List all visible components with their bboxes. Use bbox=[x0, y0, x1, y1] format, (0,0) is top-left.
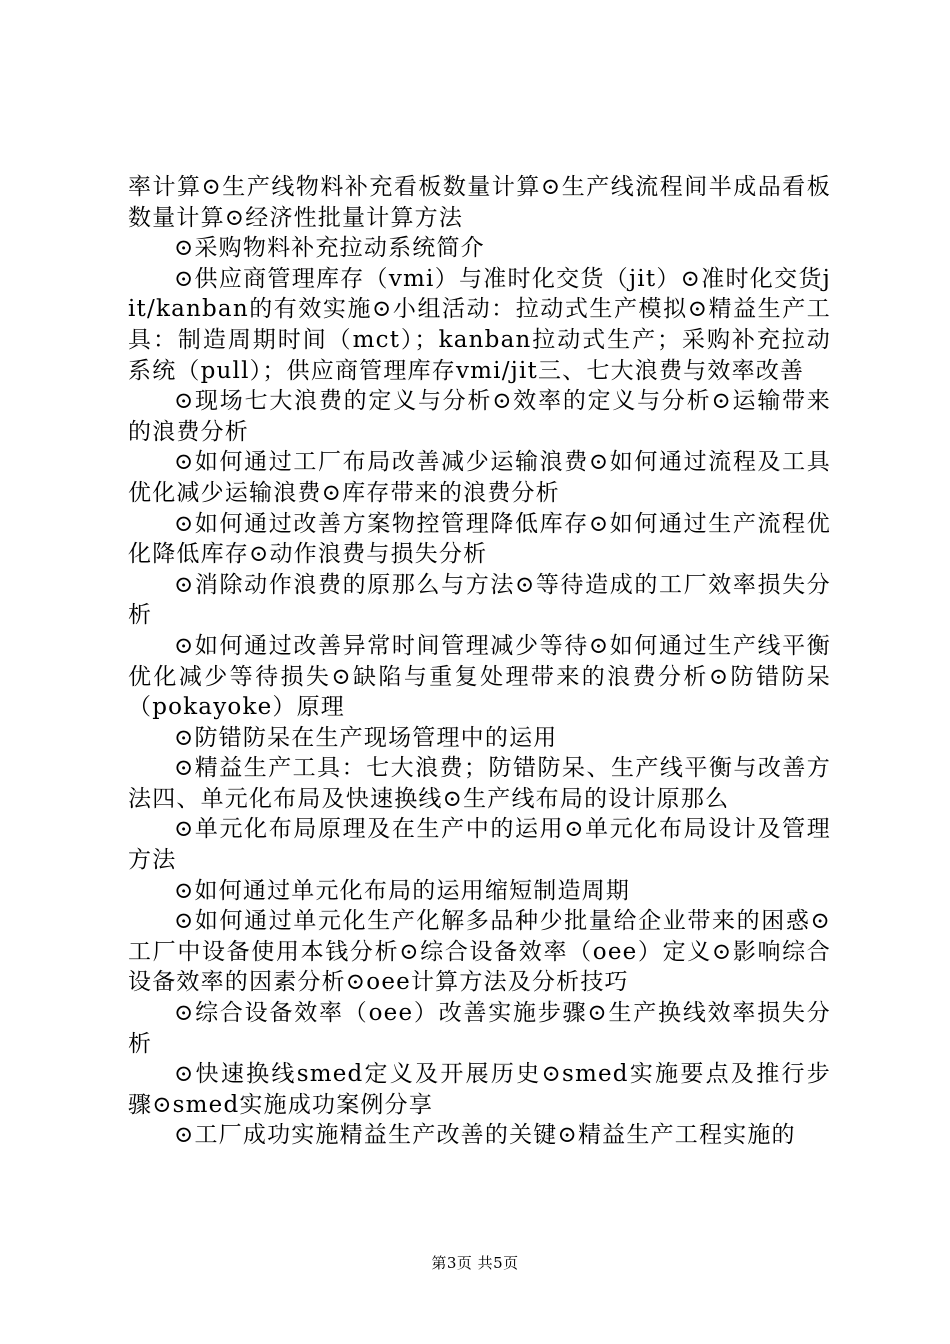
paragraph: ⊙防错防呆在生产现场管理中的运用 bbox=[174, 724, 558, 751]
paragraph: ⊙单元化布局原理及在生产中的运用⊙单元化布局设计及管理方法 bbox=[128, 816, 831, 874]
paragraph: ⊙如何通过改善异常时间管理减少等待⊙如何通过生产线平衡优化减少等待损失⊙缺陷与重复处理带来的浪费分析⊙防错防呆（pokayoke）原理 bbox=[128, 632, 831, 721]
paragraph: ⊙供应商管理库存（vmi）与准时化交货（jit）⊙准时化交货jit/kanban的有效实施⊙小组活动：拉动式生产模拟⊙精益生产工具：制造周期时间（mct）；kanban拉动式生产；采购补充拉动系统（pull）；供应商管理库存vmi/jit三、七大浪费与效率改善 bbox=[128, 265, 831, 384]
paragraph: ⊙现场七大浪费的定义与分析⊙效率的定义与分析⊙运输带来的浪费分析 bbox=[128, 388, 831, 445]
paragraph: 率计算⊙生产线物料补充看板数量计算⊙生产线流程间半成品看板数量计算⊙经济性批量计算方法 bbox=[128, 174, 831, 231]
paragraph: ⊙如何通过单元化布局的运用缩短制造周期 bbox=[174, 877, 631, 904]
paragraph: ⊙如何通过工厂布局改善减少运输浪费⊙如何通过流程及工具优化减少运输浪费⊙库存带来的浪费分析 bbox=[128, 449, 831, 506]
paragraph: ⊙消除动作浪费的原那么与方法⊙等待造成的工厂效率损失分析 bbox=[128, 571, 831, 629]
paragraph: ⊙采购物料补充拉动系统简介 bbox=[174, 235, 485, 262]
paragraph: ⊙工厂成功实施精益生产改善的关键⊙精益生产工程实施的 bbox=[174, 1122, 796, 1149]
page-number-footer: 第3页 共5页 bbox=[431, 1254, 519, 1272]
document-body bbox=[128, 172, 831, 1151]
paragraph: ⊙如何通过改善方案物控管理降低库存⊙如何通过生产流程优化降低库存⊙动作浪费与损失分析 bbox=[128, 510, 831, 568]
paragraph: ⊙快速换线smed定义及开展历史⊙smed实施要点及推行步骤⊙smed实施成功案例分享 bbox=[128, 1061, 831, 1118]
paragraph: ⊙精益生产工具：七大浪费；防错防呆、生产线平衡与改善方法四、单元化布局及快速换线⊙生产线布局的设计原那么 bbox=[128, 755, 831, 812]
paragraph: ⊙综合设备效率（oee）改善实施步骤⊙生产换线效率损失分析 bbox=[128, 1000, 831, 1057]
paragraph: ⊙如何通过单元化生产化解多品种少批量给企业带来的困惑⊙工厂中设备使用本钱分析⊙综合设备效率（oee）定义⊙影响综合设备效率的因素分析⊙oee计算方法及分析技巧 bbox=[128, 908, 831, 996]
